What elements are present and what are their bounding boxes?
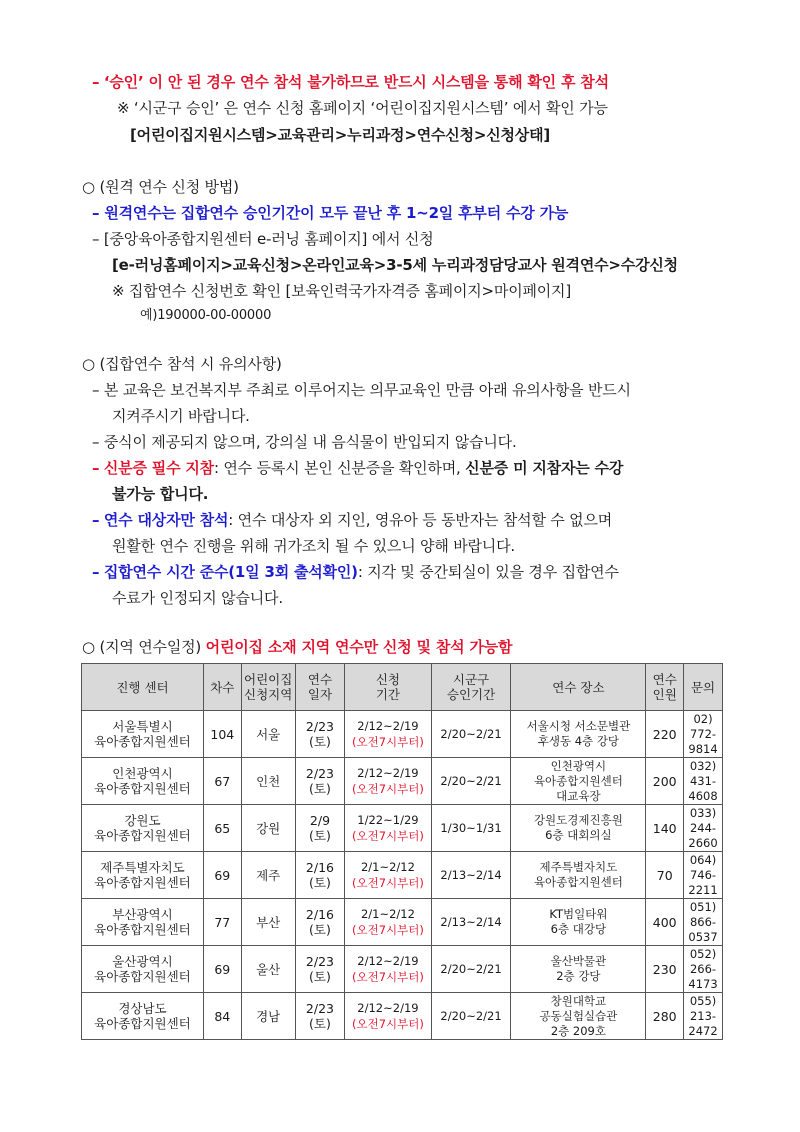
cell-place: 울산박물관 2층 강당	[511, 946, 646, 993]
cell-apply-period	[345, 758, 431, 805]
cell-region: 인천	[241, 758, 295, 805]
cell-center: 울산광역시 육아종합지원센터	[82, 946, 204, 993]
cell-date: 2/23 (토)	[295, 758, 345, 805]
cell-approval-period: 2/13~2/14	[431, 852, 511, 899]
table-header-row	[82, 664, 723, 711]
cell-contact: 055) 213- 2472	[684, 993, 723, 1040]
cell-count: 220	[646, 711, 684, 758]
notice-approval-warning: ‘승인’ 이 안 된 경우 연수 참석 불가하므로 반드시 시스템을 통해 확인 후 참석	[103, 73, 609, 91]
cell-date: 2/16 (토)	[295, 899, 345, 946]
caution-3-dash: –	[92, 459, 100, 477]
cell-count: 230	[646, 946, 684, 993]
cell-count: 400	[646, 899, 684, 946]
table-row	[82, 899, 723, 946]
cell-count: 280	[646, 993, 684, 1040]
notice-path: [어린이집지원시스템>교육관리>누리과정>연수신청>신청상태]	[130, 126, 551, 144]
remote-item-2: – [중앙육아종합지원센터 e-러닝 홈페이지] 에서 신청	[92, 230, 434, 248]
cell-approval-period: 2/13~2/14	[431, 899, 511, 946]
cell-center: 부산광역시 육아종합지원센터	[82, 899, 204, 946]
table-row	[82, 758, 723, 805]
cell-contact: 032) 431- 4608	[684, 758, 723, 805]
cell-apply-period	[345, 993, 431, 1040]
cell-round: 69	[203, 946, 241, 993]
remote-item-5: 예)190000-00-00000	[140, 308, 272, 323]
apply-period-text: 2/12~2/19	[357, 954, 419, 968]
cell-approval-period: 2/20~2/21	[431, 946, 511, 993]
cell-date: 2/23 (토)	[295, 993, 345, 1040]
cell-contact: 064) 746- 2211	[684, 852, 723, 899]
cell-approval-period: 2/20~2/21	[431, 993, 511, 1040]
table-row	[82, 993, 723, 1040]
notice-dash: –	[92, 73, 100, 91]
cell-apply-period	[345, 946, 431, 993]
cell-date: 2/23 (토)	[295, 946, 345, 993]
cell-contact: 052) 266- 4173	[684, 946, 723, 993]
schedule-heading-note: 어린이집 소재 지역 연수만 신청 및 참석 가능함	[205, 638, 513, 656]
cell-count: 200	[646, 758, 684, 805]
cell-round: 67	[203, 758, 241, 805]
apply-period-text: 2/12~2/19	[357, 766, 419, 780]
schedule-table	[81, 663, 723, 1040]
cell-count: 140	[646, 805, 684, 852]
cell-region: 경남	[241, 993, 295, 1040]
notice-line-1	[92, 72, 609, 92]
caution-5-dash: –	[92, 563, 100, 581]
cell-approval-period: 2/20~2/21	[431, 758, 511, 805]
apply-time-note: (오전7시부터)	[352, 829, 424, 843]
cell-place: 제주특별자치도 육아종합지원센터	[511, 852, 646, 899]
header-apply-period: 신청 기간	[345, 664, 431, 711]
time-compliance-label: 집합연수 시간 준수(1일 3회 출석확인)	[103, 563, 358, 581]
cell-contact: 02) 772- 9814	[684, 711, 723, 758]
id-required-label: 신분증 필수 지참	[103, 459, 214, 477]
cell-round: 104	[203, 711, 241, 758]
cell-place: 창원대학교 공동실험실습관 2층 209호	[511, 993, 646, 1040]
cell-contact: 051) 866- 0537	[684, 899, 723, 946]
cell-place: 서울시청 서소문별관 후생동 4층 강당	[511, 711, 646, 758]
caution-4-dash: –	[92, 511, 100, 529]
remote-item-3: [e-러닝홈페이지>교육신청>온라인교육>3-5세 누리과정담당교사 원격연수>수강신청	[112, 256, 678, 274]
cell-region: 강원	[241, 805, 295, 852]
cell-place: KT범일타워 6층 대강당	[511, 899, 646, 946]
caution-item-1b: 지켜주시기 바랍니다.	[112, 407, 250, 425]
cell-apply-period	[345, 852, 431, 899]
caution-item-4b: 원활한 연수 진행을 위해 귀가조치 될 수 있으니 양해 바랍니다.	[112, 537, 515, 555]
notice-line-2: ※ ‘시군구 승인’ 은 연수 신청 홈페이지 ‘어린이집지원시스템’ 에서 확인 가능	[117, 99, 608, 117]
caution-item-4	[92, 510, 612, 530]
apply-time-note: (오전7시부터)	[352, 782, 424, 796]
remote-item-1: – 원격연수는 집합연수 승인기간이 모두 끝난 후 1~2일 후부터 수강 가능	[92, 204, 569, 222]
cell-center: 제주특별자치도 육아종합지원센터	[82, 852, 204, 899]
cell-region: 서울	[241, 711, 295, 758]
caution-item-3	[92, 458, 623, 478]
cell-round: 77	[203, 899, 241, 946]
header-round: 차수	[203, 664, 241, 711]
cell-round: 69	[203, 852, 241, 899]
apply-period-text: 2/12~2/19	[357, 719, 419, 733]
caution-item-5	[92, 562, 619, 582]
table-row	[82, 946, 723, 993]
apply-period-text: 2/1~2/12	[360, 860, 415, 874]
cell-round: 65	[203, 805, 241, 852]
caution-item-2: – 중식이 제공되지 않으며, 강의실 내 음식물이 반입되지 않습니다.	[92, 433, 517, 451]
header-center: 진행 센터	[82, 664, 204, 711]
cell-contact: 033) 244- 2660	[684, 805, 723, 852]
cell-region: 울산	[241, 946, 295, 993]
schedule-heading-line	[82, 637, 512, 657]
header-date: 연수 일자	[295, 664, 345, 711]
cell-place: 강원도경제진흥원 6층 대회의실	[511, 805, 646, 852]
cell-approval-period: 1/30~1/31	[431, 805, 511, 852]
remote-item-4: ※ 집합연수 신청번호 확인 [보육인력국가자격증 홈페이지>마이페이지]	[112, 282, 572, 300]
apply-time-note: (오전7시부터)	[352, 876, 424, 890]
header-contact: 문의	[684, 664, 723, 711]
header-place: 연수 장소	[511, 664, 646, 711]
caution-item-5b: 수료가 인정되지 않습니다.	[112, 589, 283, 607]
caution-item-3b: 불가능 합니다.	[112, 485, 209, 503]
caution-3-mid: : 연수 등록시 본인 신분증을 확인하며,	[213, 459, 461, 477]
apply-period-text: 2/12~2/19	[357, 1001, 419, 1015]
cell-date: 2/23 (토)	[295, 711, 345, 758]
apply-time-note: (오전7시부터)	[352, 970, 424, 984]
cell-center: 인천광역시 육아종합지원센터	[82, 758, 204, 805]
table-row	[82, 852, 723, 899]
cell-apply-period	[345, 711, 431, 758]
header-approval-period: 시군구 승인기간	[431, 664, 511, 711]
header-count: 연수 인원	[646, 664, 684, 711]
cell-region: 부산	[241, 899, 295, 946]
caution-4-rest: : 연수 대상자 외 지인, 영유아 등 동반자는 참석할 수 없으며	[228, 511, 613, 529]
cell-round: 84	[203, 993, 241, 1040]
remote-heading: ○ (원격 연수 신청 방법)	[82, 178, 239, 196]
cell-region: 제주	[241, 852, 295, 899]
apply-time-note: (오전7시부터)	[352, 735, 424, 749]
apply-time-note: (오전7시부터)	[352, 1017, 424, 1031]
cell-apply-period	[345, 805, 431, 852]
apply-period-text: 2/1~2/12	[360, 907, 415, 921]
cell-date: 2/9 (토)	[295, 805, 345, 852]
apply-time-note: (오전7시부터)	[352, 923, 424, 937]
apply-period-text: 1/22~1/29	[357, 813, 419, 827]
schedule-heading: ○ (지역 연수일정)	[82, 638, 202, 656]
caution-heading: ○ (집합연수 참석 시 유의사항)	[82, 355, 282, 373]
caution-3-bold: 신분증 미 지참자는 수강	[465, 459, 624, 477]
cell-center: 서울특별시 육아종합지원센터	[82, 711, 204, 758]
table-row	[82, 805, 723, 852]
cell-apply-period	[345, 899, 431, 946]
cell-date: 2/16 (토)	[295, 852, 345, 899]
cell-center: 경상남도 육아종합지원센터	[82, 993, 204, 1040]
attendees-only-label: 연수 대상자만 참석	[103, 511, 229, 529]
table-row	[82, 711, 723, 758]
cell-count: 70	[646, 852, 684, 899]
cell-center: 강원도 육아종합지원센터	[82, 805, 204, 852]
cell-approval-period: 2/20~2/21	[431, 711, 511, 758]
header-region: 어린이집 신청지역	[241, 664, 295, 711]
cell-place: 인천광역시 육아종합지원센터 대교육장	[511, 758, 646, 805]
caution-item-1a: – 본 교육은 보건복지부 주최로 이루어지는 의무교육인 만큼 아래 유의사항을 반드시	[92, 381, 631, 399]
caution-5-rest: : 지각 및 중간퇴실이 있을 경우 집합연수	[357, 563, 619, 581]
